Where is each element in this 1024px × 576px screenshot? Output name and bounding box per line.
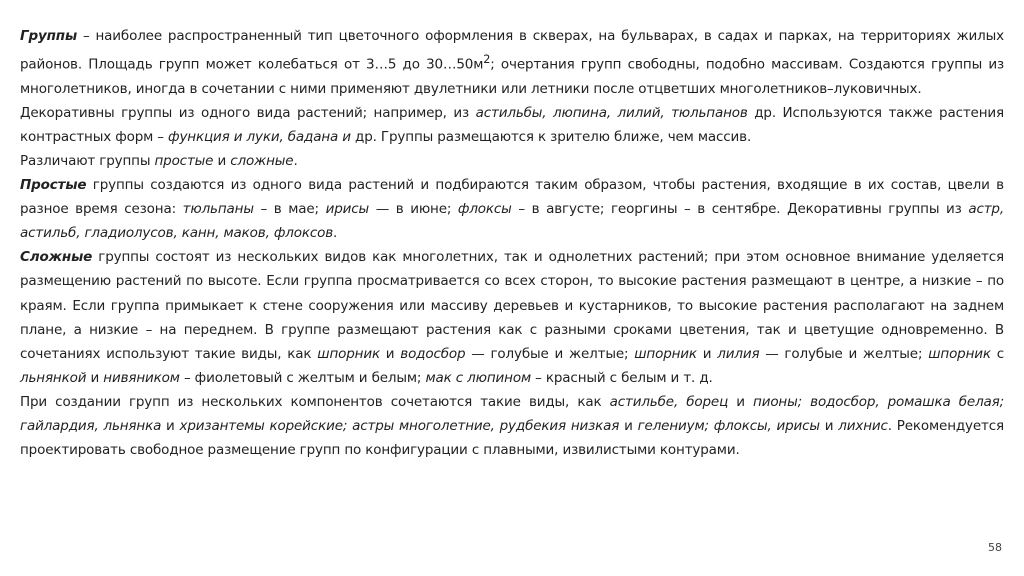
text-run: При создании групп из нескольких компонентов сочетаются такие виды, как — [20, 393, 610, 410]
text-run: — голубые и желтые; — [465, 345, 635, 362]
text-run: – наиболее распространенный тип цветочного оформления в скверах, на бульварах, в садах и парках, на территориях жилых районов. Площадь групп может колебаться от 3…5 до 30…50м — [20, 28, 1004, 73]
emphasized-text: нивяником — [103, 369, 180, 386]
emphasized-text: пионы; водосбор, ромашка белая; гайлардия, льнянка — [20, 393, 1005, 434]
text-run: и — [213, 152, 231, 169]
emphasized-text: хризантемы корейские; астры многолетние, рудбекия низкая — [179, 418, 620, 434]
paragraph-multicomponent-groups — [20, 390, 1004, 462]
emphasized-text: льнянкой — [20, 369, 87, 386]
emphasized-text: Простые — [20, 177, 87, 194]
emphasized-text: простые — [154, 152, 214, 169]
text-run: и — [819, 418, 839, 434]
text-run: . — [293, 152, 298, 169]
emphasized-text: водосбор — [400, 345, 466, 362]
text-run: и — [161, 418, 180, 434]
emphasized-text: шпорник — [634, 345, 697, 362]
emphasized-text: флоксы — [457, 201, 512, 218]
paragraph-group-types — [20, 149, 1004, 173]
text-run: . Рекомендуется проектировать свободное размещение групп по конфигурации с плавными, извилистыми контурами. — [20, 418, 1005, 459]
text-run: и — [728, 393, 754, 410]
emphasized-text: лилия — [717, 345, 760, 362]
text-run: и — [696, 345, 718, 362]
emphasized-text: астильбы, люпина, лилий, тюльпанов — [475, 104, 748, 121]
text-run: др. Группы размещаются к зрителю ближе, чем массив. — [350, 128, 752, 145]
text-run: группы создаются из одного вида растений и подбираются таким образом, чтобы растения, входящие в их состав, цвели в разное время сезона: — [20, 177, 1004, 218]
emphasized-text: шпорник — [317, 345, 380, 362]
text-run: – в августе; георгины – в сентябре. Декоративны группы из — [511, 201, 969, 218]
page-number: 58 — [988, 541, 1002, 554]
emphasized-text: астильбе, борец — [609, 393, 729, 410]
text-run: — голубые и желтые; — [759, 345, 929, 362]
text-run: — в июне; — [369, 201, 458, 218]
emphasized-text: тюльпаны — [182, 201, 254, 218]
emphasized-text: сложные — [230, 152, 294, 169]
text-run: группы состоят из нескольких видов как многолетних, так и однолетних растений; при этом основное внимание уделяется размещению растений по высоте. Если группа просматривается со всех сторон, то высокие растения размещают в центре, а низкие – по краям. Если группа примыкает к стене сооружения или массиву деревьев и кустарников, то высокие растения располагают на заднем плане, а низкие – на переднем. В группе размещают растения как с разными сроками цветения, так и цветущие одновременно. В сочетаниях используют такие виды, как — [20, 249, 1004, 362]
text-run: – красный с белым и т. д. — [531, 369, 713, 386]
paragraph-simple-groups — [20, 173, 1004, 245]
emphasized-text: лихнис — [838, 418, 888, 434]
text-run: – фиолетовый с желтым и белым; — [179, 369, 426, 386]
emphasized-text: мак с люпином — [425, 369, 531, 386]
text-run: и — [379, 345, 401, 362]
text-run: с — [990, 345, 1005, 362]
emphasized-text: гелениум; флоксы, ирисы — [637, 418, 820, 434]
emphasized-text: 2 — [483, 53, 491, 67]
emphasized-text: функция и луки, бадана и — [168, 128, 351, 145]
emphasized-text: Сложные — [20, 249, 93, 266]
emphasized-text: шпорник — [928, 345, 991, 362]
text-run: ; очертания групп свободны, подобно массивам. Создаются группы из многолетников, иногда в сочетании с ними применяют двулетники или летники после отцветших многолетников–луковичных. — [20, 56, 1004, 97]
paragraph-decorative-groups — [20, 101, 1004, 149]
text-run: и — [86, 369, 104, 386]
document-body — [20, 24, 1004, 462]
text-run: – в мае; — [253, 201, 326, 218]
text-run: и — [619, 418, 638, 434]
text-run: др. Используются также растения контрастных форм – — [20, 104, 1004, 145]
emphasized-text: астр, астильб, гладиолусов, канн, маков, флоксов — [20, 201, 1004, 242]
text-run: Различают группы — [20, 152, 155, 169]
text-run: Декоративны группы из одного вида растений; например, из — [20, 104, 476, 121]
emphasized-text: Группы — [20, 28, 78, 44]
paragraph-groups-definition — [20, 24, 1004, 101]
text-run: . — [333, 225, 338, 242]
paragraph-complex-groups — [20, 245, 1004, 390]
emphasized-text: ирисы — [325, 201, 370, 218]
